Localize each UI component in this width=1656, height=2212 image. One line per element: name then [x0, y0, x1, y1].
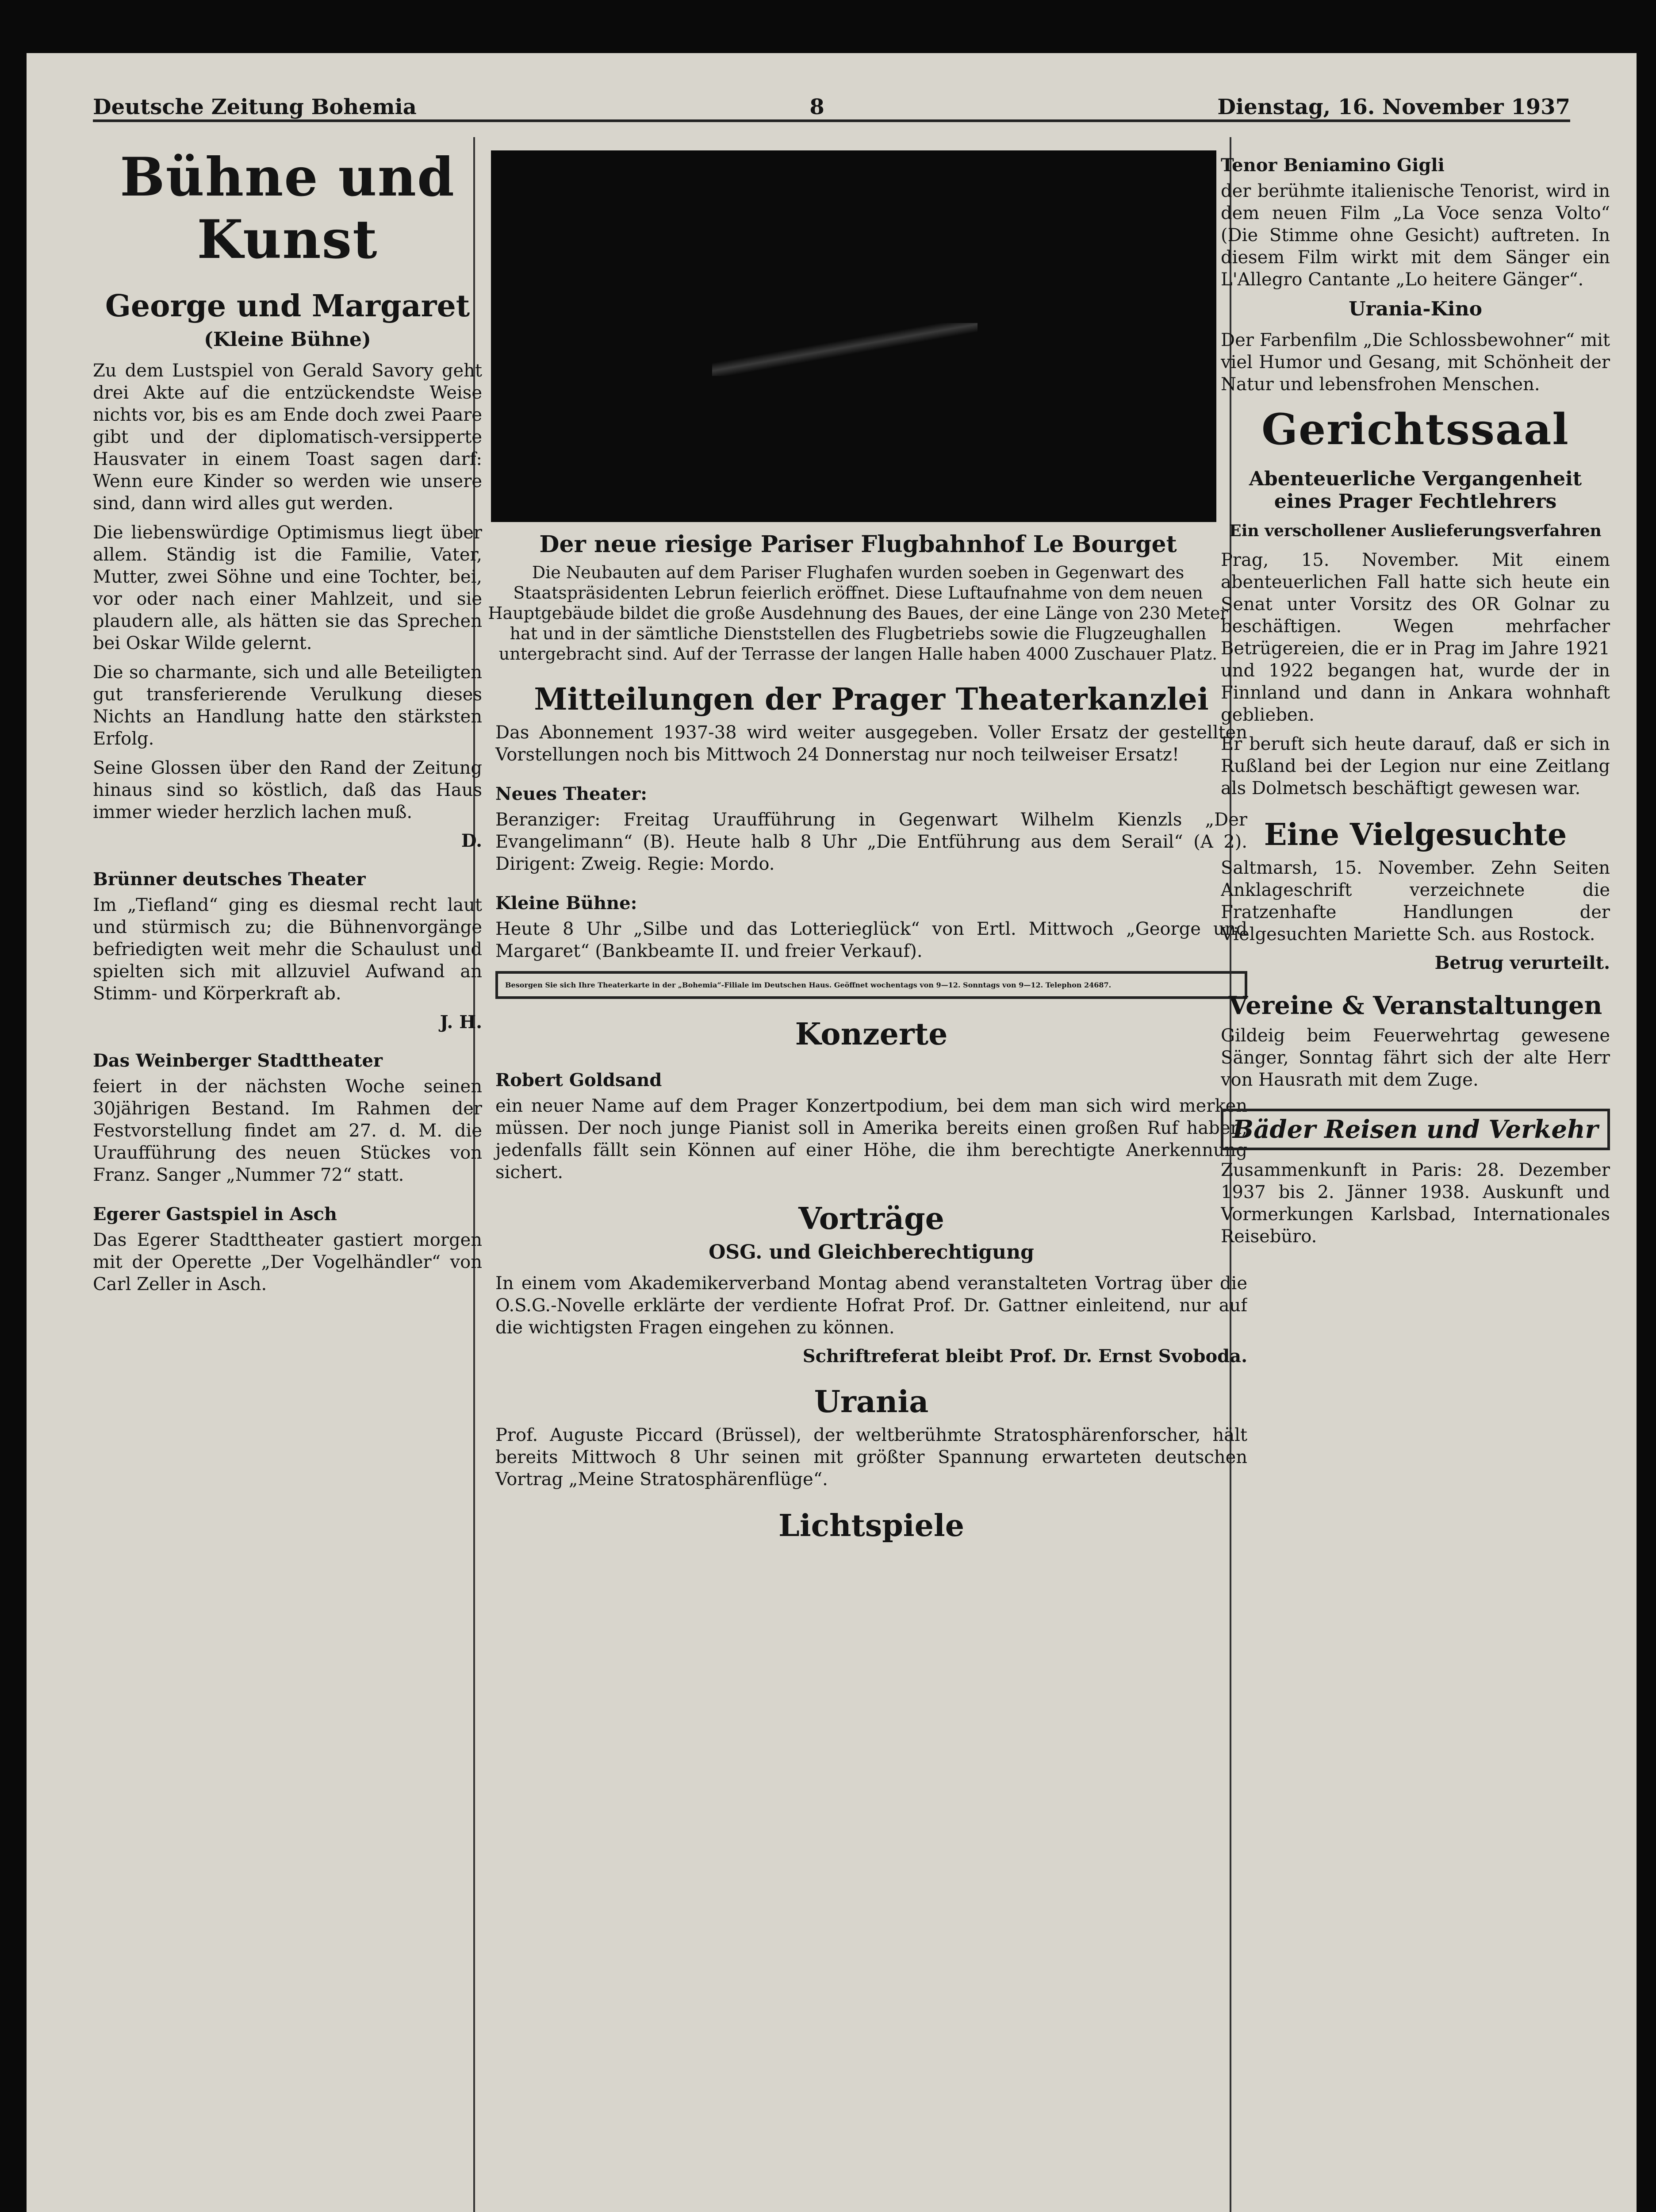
paragraph: feiert in der nächsten Woche seinen 30jährigen Bestand. Im Rahmen der Festvorstellung findet am 27. d. M. die Uraufführung des neuen Stückes von Franz. Sanger „Nummer 72“ statt. [93, 1076, 482, 1185]
article-signature: D. [461, 830, 482, 851]
airport-photo [491, 150, 1216, 522]
court-heading: Gerichtssaal [1261, 404, 1569, 454]
subheading: Egerer Gastspiel in Asch [93, 1204, 337, 1225]
subheading: Robert Goldsand [495, 1070, 662, 1091]
article-subtitle: (Kleine Bühne) [204, 328, 371, 351]
column-left [93, 137, 482, 2212]
clubs-heading: Vereine & Veranstaltungen [1228, 991, 1602, 1020]
paragraph: Seine Glossen über den Rand der Zeitung hinaus sind so köstlich, daß das Haus immer wieder herzlich lachen muß. [93, 758, 482, 822]
paragraph: ein neuer Name auf dem Prager Konzertpodium, bei dem man sich wird merken müssen. Der noch junge Pianist soll in Amerika bereits einen großen Ruf haben, jedenfalls fällt sein Können auf einer Höhe, die ihm berechtigte Anerkennung sichert. [495, 1096, 1247, 1183]
subheading: Kleine Bühne: [495, 893, 637, 914]
page-number: 8 [809, 95, 824, 119]
photo-caption: Die Neubauten auf dem Pariser Flughafen wurden soeben in Gegenwart des Staatspräsidenten Lebrun feierlich eröffnet. Diese Luftaufnahme von dem neuen Hauptgebäude bildet die große Ausdehnung des Baues, der eine Länge von 230 Meter hat und in der sämtliche Dienststellen des Flugbetriebs sowie die Flugzeughallen untergebracht sind. Auf der Terrasse der langen Halle haben 4000 Zuschauer Platz. [488, 563, 1228, 664]
masthead [93, 84, 1570, 122]
subheading: Brünner deutsches Theater [93, 869, 366, 890]
court-subheading: Abenteuerliche Vergangenheit eines Prager Fechtlehrers [1249, 468, 1582, 513]
section-title: Bühne und Kunst [120, 146, 455, 271]
concerts-heading: Konzerte [795, 1017, 948, 1052]
paragraph: In einem vom Akademikerverband Montag abend veranstalteten Vortrag über die O.S.G.-Novelle erklärte der verdiente Hofrat Prof. Dr. Gattner einleitend, nur auf die wichtigsten Fragen eingehen zu können. [495, 1273, 1247, 1338]
theater-heading: Mitteilungen der Prager Theaterkanzlei [534, 682, 1209, 717]
paragraph: Heute 8 Uhr „Silbe und das Lotterieglück“ von Ertl. Mittwoch „George und Margaret“ (Bankbeamte II. und freier Verkauf). [495, 919, 1247, 961]
travel-heading: Bäder Reisen und Verkehr [1221, 1109, 1610, 1150]
subheading: Eine Vielgesuchte [1264, 817, 1567, 853]
subheading: Neues Theater: [495, 783, 647, 804]
article-signature: Betrug verurteilt. [1434, 952, 1610, 973]
newspaper-page [27, 53, 1637, 2212]
paragraph: Beranziger: Freitag Uraufführung in Gegenwart Wilhelm Kienzls „Der Evangelimann“ (B). Heute halb 8 Uhr „Die Entführung aus dem Serail“ (A 2). Dirigent: Zweig. Regie: Mordo. [495, 810, 1247, 874]
column-right [1221, 137, 1610, 2212]
paragraph: Gildeig beim Feuerwehrtag gewesene Sänger, Sonntag fährt sich der alte Herr von Hausrath mit dem Zuge. [1221, 1025, 1610, 1090]
paragraph: Der Farbenfilm „Die Schlossbewohner“ mit viel Humor und Gesang, mit Schönheit der Natur und lebensfrohen Menschen. [1221, 330, 1610, 395]
paragraph: Die so charmante, sich und alle Beteiligten gut transferierende Verulkung dieses Nichts an Handlung hatte den stärksten Erfolg. [93, 662, 482, 749]
column-middle [469, 137, 1247, 2212]
paragraph: Saltmarsh, 15. November. Zehn Seiten Anklageschrift verzeichnete die Fratzenhafte Handlungen der Vielgesuchten Mariette Sch. aus Rostock. [1221, 858, 1610, 945]
article-title: George und Margaret [105, 288, 470, 324]
urania-heading: Urania [814, 1384, 929, 1420]
paragraph: Im „Tiefland“ ging es diesmal recht laut und stürmisch zu; die Bühnenvorgänge befriedigten weit mehr die Schaulust und spielten sich mit allzuviel Aufwand an Stimm- und Körperkraft ab. [93, 895, 482, 1004]
subheading: Das Weinberger Stadttheater [93, 1050, 383, 1071]
subheading: Tenor Beniamino Gigli [1221, 155, 1445, 176]
paragraph: Das Egerer Stadttheater gastiert morgen mit der Operette „Der Vogelhändler“ von Carl Zeller in Asch. [93, 1230, 482, 1294]
paragraph: Er beruft sich heute darauf, daß er sich in Rußland bei der Legion nur eine Zeitlang als Dolmetsch beschäftigt gewesen war. [1221, 734, 1610, 799]
photo-title: Der neue riesige Pariser Flugbahnhof Le Bourget [539, 531, 1177, 558]
paragraph: Prof. Auguste Piccard (Brüssel), der weltberühmte Stratosphärenforscher, hält bereits Mittwoch 8 Uhr seinen mit größter Spannung erwarteten deutschen Vortrag „Meine Stratosphärenflüge“. [495, 1425, 1247, 1490]
paragraph: Zu dem Lustspiel von Gerald Savory geht drei Akte auf die entzückendste Weise nichts vor, bis es am Ende doch zwei Paare gibt und der diplomatisch-versipperte Hausvater in einem Toast sagen darf: Wenn eure Kinder so werden wie unsere sind, dann wird alles gut werden. [93, 361, 482, 514]
paragraph: Die liebenswürdige Optimismus liegt über allem. Ständig ist die Familie, Vater, Mutter, zwei Söhne und eine Tochter, bei, vor oder nach einer Mahlzeit, und sie plaudern alle, als hätten sie das Sprechen bei Oskar Wilde gelernt. [93, 522, 482, 653]
paragraph: Zusammenkunft in Paris: 28. Dezember 1937 bis 2. Jänner 1938. Auskunft und Vormerkungen Karlsbad, Internationales Reisebüro. [1221, 1160, 1610, 1247]
subheading: Urania-Kino [1349, 298, 1482, 320]
photo-detail [712, 323, 978, 376]
paragraph: der berühmte italienische Tenorist, wird in dem neuen Film „La Voce senza Volto“ (Die Stimme ohne Gesicht) auftreten. In diesem Film wirkt mit dem Sänger ein L'Allegro Cantante „Lo heitere Gänger“. [1221, 181, 1610, 290]
article-signature: J. H. [440, 1012, 482, 1033]
paragraph: Das Abonnement 1937-38 wird weiter ausgegeben. Voller Ersatz der gestellten Vorstellungen noch bis Mittwoch 24 Donnerstag nur noch teilweiser Ersatz! [495, 722, 1247, 765]
paper-name: Deutsche Zeitung Bohemia [93, 95, 417, 119]
lectures-heading: Vorträge [798, 1201, 944, 1237]
article-signature: Schriftreferat bleibt Prof. Dr. Ernst Svoboda. [802, 1346, 1247, 1367]
court-subheading-2: Ein verschollener Auslieferungsverfahren [1229, 522, 1602, 540]
paragraph: Prag, 15. November. Mit einem abenteuerlichen Fall hatte sich heute ein Senat unter Vorsitz des OR Golnar zu beschäftigen. Wegen mehrfacher Betrügereien, die er in Prag im Jahre 1921 und 1922 begangen hat, wurde der in Finnland und dann in Ankara wohnhaft geblieben. [1221, 550, 1610, 725]
lectures-subheading: OSG. und Gleichberechtigung [709, 1241, 1034, 1263]
notice-box: Besorgen Sie sich Ihre Theaterkarte in der „Bohemia“-Filiale im Deutschen Haus. Geöffnet wochentags von 9—12. Sonntags von 9—12. Telephon 24687. [495, 971, 1247, 999]
issue-date: Dienstag, 16. November 1937 [1217, 95, 1570, 119]
cinema-heading: Lichtspiele [778, 1508, 964, 1544]
